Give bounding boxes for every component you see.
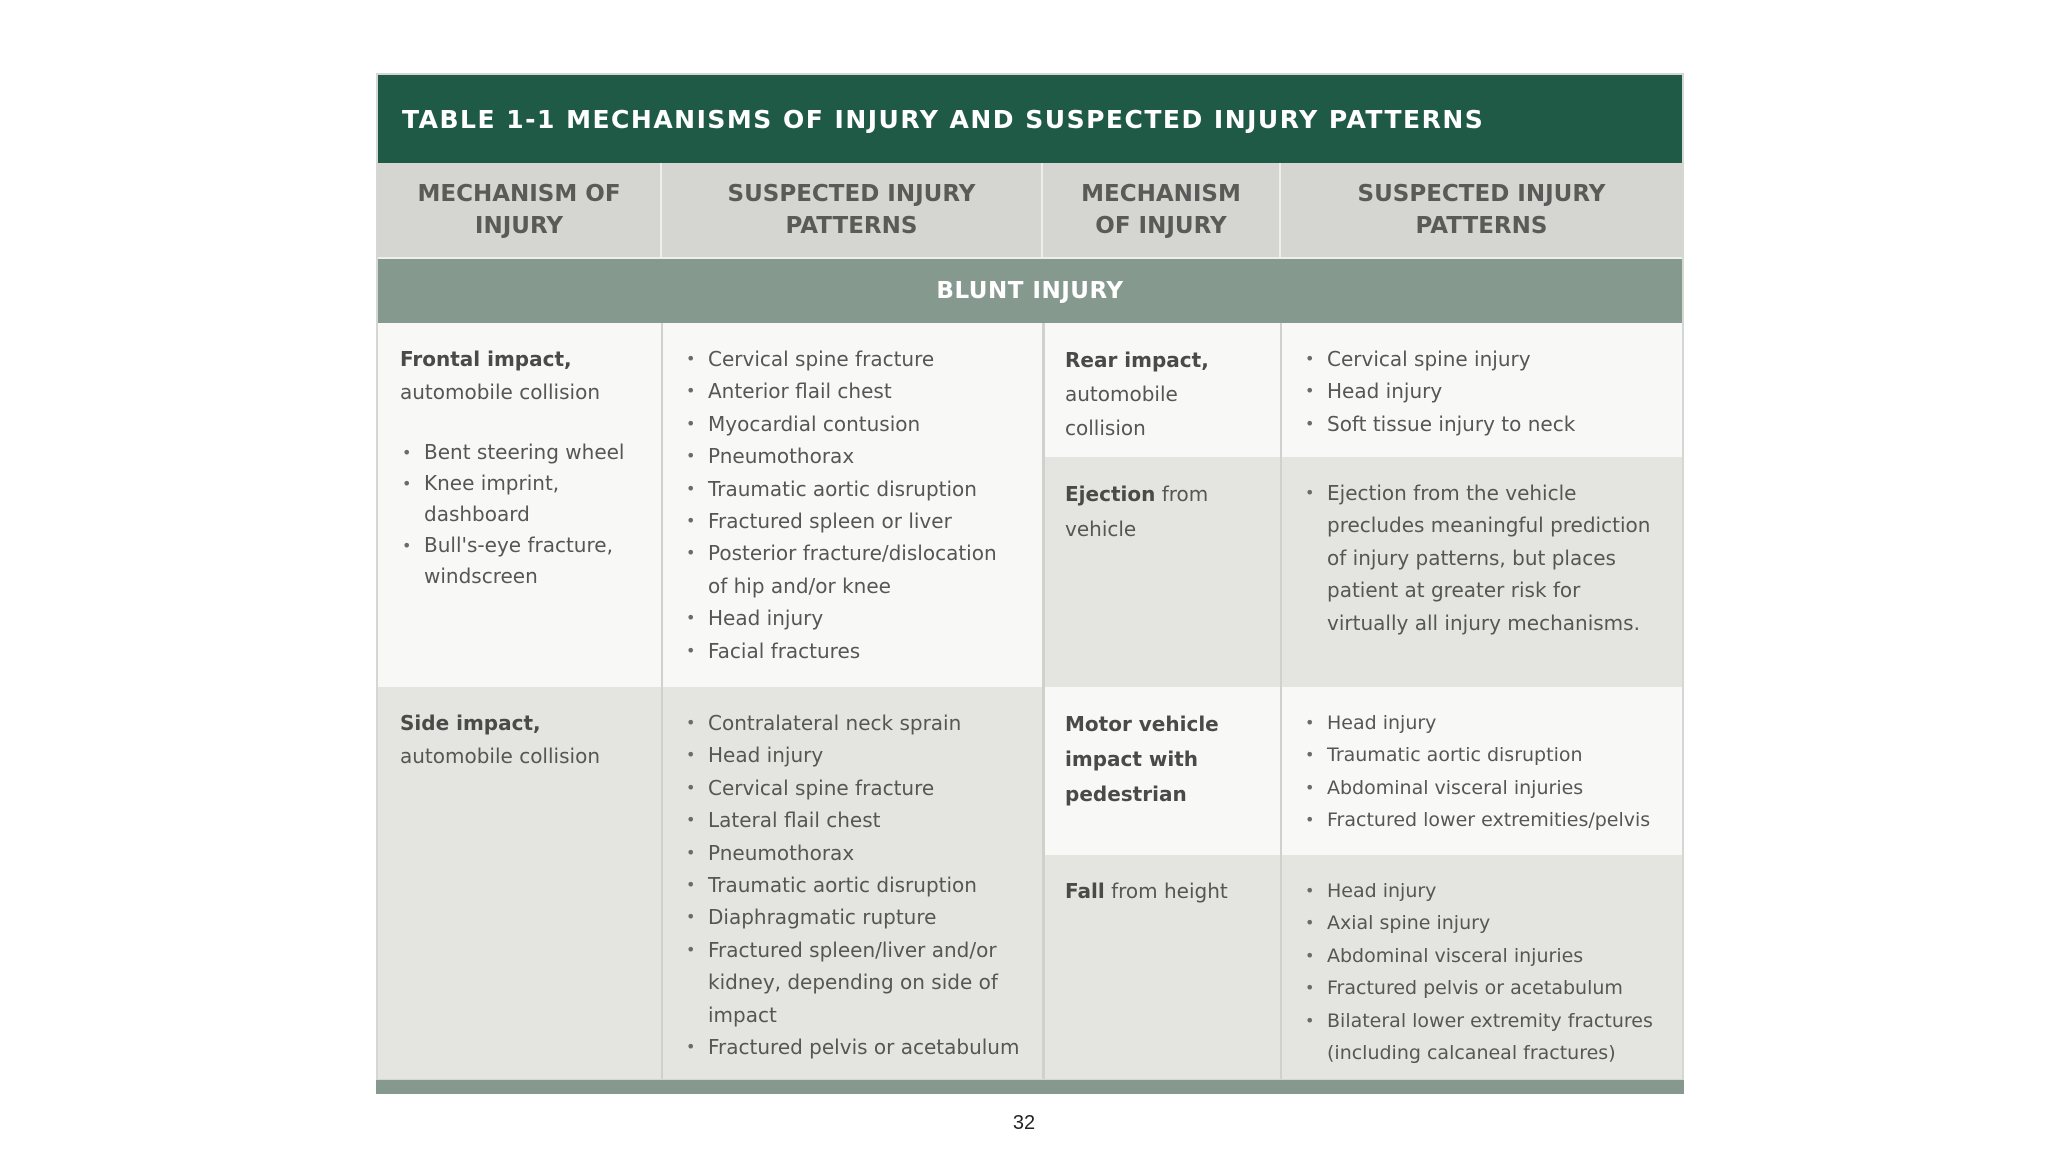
list-item: • Head injury	[1303, 375, 1660, 407]
section-heading: BLUNT INJURY	[378, 257, 1682, 323]
list-item: • Pneumothorax	[684, 440, 1021, 472]
list-item: • Diaphragmatic rupture	[684, 901, 1021, 933]
pattern-list	[1303, 707, 1660, 837]
mechanism-label: Side impact,	[400, 711, 541, 735]
list-item: • Abdominal visceral injuries	[1303, 772, 1660, 804]
list-item: • Fractured pelvis or acetabulum	[1303, 972, 1660, 1004]
mechanism-detail: automobile collision	[1065, 382, 1178, 440]
list-item: • Abdominal visceral injuries	[1303, 940, 1660, 972]
mechanism-sign-list	[400, 437, 640, 592]
list-item: • Myocardial contusion	[684, 408, 1021, 440]
list-item: • Lateral flail chest	[684, 804, 1021, 836]
list-item: • Fractured spleen/liver and/or kidney, depending on side of impact	[684, 934, 1021, 1031]
pattern-list	[1303, 875, 1660, 1069]
table-cell-mechanism	[1043, 457, 1281, 687]
column-header: SUSPECTED INJURY PATTERNS	[1281, 163, 1682, 257]
list-item: • Axial spine injury	[1303, 907, 1660, 939]
list-item: • Traumatic aortic disruption	[1303, 739, 1660, 771]
column-header: MECHANISM OF INJURY	[1043, 163, 1281, 257]
list-item: • Traumatic aortic disruption	[684, 869, 1021, 901]
mechanism-detail: automobile collision	[400, 744, 600, 768]
page-number: 32	[1012, 1112, 1036, 1134]
table-cell-mechanism	[1043, 855, 1281, 1079]
table-cell-patterns	[1281, 687, 1682, 855]
mechanism-label: Fall	[1065, 879, 1105, 903]
injury-table	[376, 73, 1684, 1081]
list-item: • Cervical spine fracture	[684, 772, 1021, 804]
column-divider	[1042, 323, 1045, 1079]
list-item: • Pneumothorax	[684, 837, 1021, 869]
pattern-list	[1303, 343, 1660, 440]
list-item: • Head injury	[1303, 875, 1660, 907]
mechanism-label: Motor vehicle impact with pedestrian	[1065, 712, 1219, 806]
column-headers	[378, 163, 1682, 257]
list-item: • Head injury	[684, 602, 1021, 634]
list-item: • Facial fractures	[684, 635, 1021, 667]
list-item: • Anterior flail chest	[684, 375, 1021, 407]
column-header: MECHANISM OF INJURY	[378, 163, 662, 257]
mechanism-detail: from height	[1111, 879, 1228, 903]
list-item: • Fractured lower extremities/pelvis	[1303, 804, 1660, 836]
table-cell-mechanism	[1043, 323, 1281, 457]
list-item: • Contralateral neck sprain	[684, 707, 1021, 739]
mechanism-detail: automobile collision	[400, 380, 600, 404]
table-cell-patterns	[662, 687, 1043, 1079]
list-item: • Soft tissue injury to neck	[1303, 408, 1660, 440]
list-item: • Traumatic aortic disruption	[684, 473, 1021, 505]
list-item: • Posterior fracture/dislocation of hip and/or knee	[684, 537, 1021, 602]
list-item: • Head injury	[684, 739, 1021, 771]
mechanism-label: Ejection	[1065, 482, 1156, 506]
list-item: • Fractured pelvis or acetabulum	[684, 1031, 1021, 1063]
table-body	[378, 323, 1682, 1079]
table-cell-patterns	[1281, 457, 1682, 687]
column-divider	[661, 323, 663, 1079]
list-item: • Bull's-eye fracture, windscreen	[400, 530, 640, 592]
table-cell-mechanism	[378, 687, 662, 1079]
list-item: • Bilateral lower extremity fractures (including calcaneal fractures)	[1303, 1005, 1660, 1070]
mechanism-label: Frontal impact,	[400, 347, 572, 371]
list-item: • Fractured spleen or liver	[684, 505, 1021, 537]
list-item: • Cervical spine fracture	[684, 343, 1021, 375]
pattern-list	[684, 343, 1021, 667]
column-divider	[1280, 323, 1282, 1079]
column-header: SUSPECTED INJURY PATTERNS	[662, 163, 1043, 257]
table-bottom-bar	[376, 1080, 1684, 1094]
list-item: • Ejection from the vehicle precludes meaningful prediction of injury patterns, but places patient at greater risk for virtually all injury mechanisms.	[1303, 477, 1654, 639]
table-cell-patterns	[1281, 855, 1682, 1079]
table-cell-mechanism	[378, 323, 662, 687]
mechanism-label: Rear impact,	[1065, 348, 1209, 372]
mechanism-detail: from vehicle	[1065, 482, 1209, 541]
pattern-list	[684, 707, 1021, 1063]
table-cell-patterns	[1281, 323, 1682, 457]
list-item: • Head injury	[1303, 707, 1660, 739]
table-cell-patterns	[662, 323, 1043, 687]
list-item: • Cervical spine injury	[1303, 343, 1660, 375]
table-title: TABLE 1-1 MECHANISMS OF INJURY AND SUSPECTED INJURY PATTERNS	[378, 75, 1682, 163]
list-item: • Knee imprint, dashboard	[400, 468, 640, 530]
list-item: • Bent steering wheel	[400, 437, 640, 468]
table-cell-mechanism	[1043, 687, 1281, 855]
pattern-list	[1303, 477, 1660, 639]
